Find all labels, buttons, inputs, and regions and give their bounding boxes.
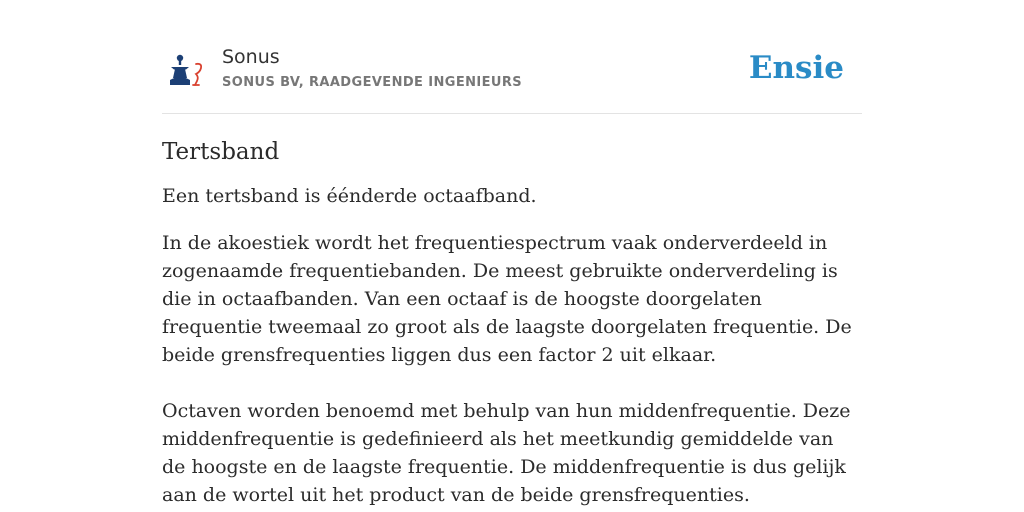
header: [162, 38, 862, 114]
article-body: In de akoestiek wordt het frequentiespectrum vaak onderverdeeld in zogenaamde frequentiebanden. De meest gebruikte onderverdeling is die in octaafbanden. Van een octaaf is de hoogste doorgelaten frequentie tweemaal zo groot als de laagste doorgelaten frequentie. De beide grensfrequenties liggen dus een factor 2 uit elkaar. Octaven worden benoemd met behulp van hun middenfrequentie. Deze middenfrequentie is gedefinieerd als het meetkundig gemiddelde van de hoogste en de laagste frequentie. De middenfrequentie is dus gelijk aan de wortel uit het product van de beide grensfrequenties.: [162, 232, 852, 506]
ensie-brand-link[interactable]: Ensie: [748, 50, 844, 86]
sonus-logo-icon[interactable]: [166, 54, 206, 88]
org-subtitle: SONUS BV, RAADGEVENDE INGENIEURS: [222, 75, 523, 90]
org-name[interactable]: Sonus: [222, 46, 280, 68]
article: [162, 132, 862, 509]
article-title: Tertsband: [162, 139, 280, 165]
article-lead: Een tertsband is éénderde octaafband.: [162, 185, 537, 207]
